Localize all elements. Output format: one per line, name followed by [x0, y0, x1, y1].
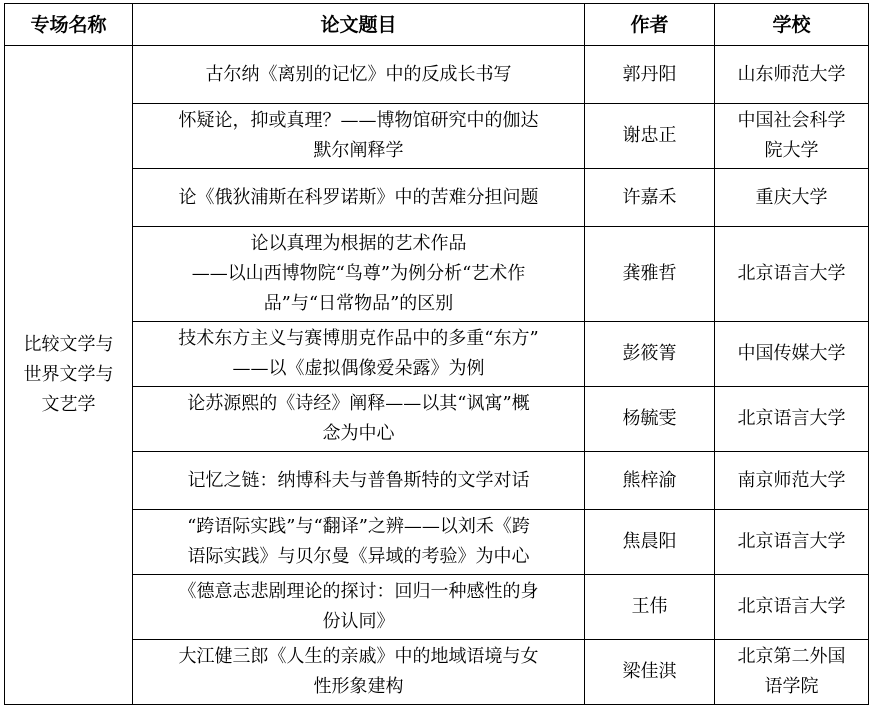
- school-line: 北京语言大学: [737, 263, 846, 284]
- school-line: 南京师范大学: [737, 469, 846, 491]
- paper-title-line: 份认同》: [322, 611, 395, 632]
- school-line: 北京第二外国: [737, 646, 846, 667]
- paper-title-cell: [133, 227, 585, 322]
- paper-title-line: ——以《虚拟偶像爱朵露》为例: [232, 358, 485, 379]
- session-name-line: 世界文学与: [23, 364, 114, 385]
- school-cell: [715, 104, 869, 169]
- paper-title-cell: [133, 510, 585, 575]
- author-cell: 焦晨阳: [585, 510, 715, 575]
- school-line: 北京语言大学: [737, 531, 846, 552]
- header-session: 专场名称: [5, 4, 133, 46]
- header-row: [5, 4, 869, 46]
- table-row: [5, 104, 869, 169]
- paper-title-line: 念为中心: [322, 423, 395, 444]
- header-title: 论文题目: [133, 4, 585, 46]
- paper-title-line: 怀疑论，抑或真理？——博物馆研究中的伽达: [178, 110, 539, 131]
- paper-title-line: 技术东方主义与赛博朋克作品中的多重“东方”: [178, 328, 539, 349]
- school-cell: [715, 46, 869, 104]
- paper-title-cell: [133, 104, 585, 169]
- paper-title-line: 论以真理为根据的艺术作品: [250, 233, 467, 254]
- school-line: 北京语言大学: [737, 408, 846, 429]
- paper-title-line: 古尔纳《离别的记忆》中的反成长书写: [205, 63, 512, 85]
- school-line: 山东师范大学: [737, 63, 846, 85]
- paper-title-cell: [133, 387, 585, 452]
- paper-title-line: 论苏源熙的《诗经》阐释——以其“讽寓”概: [187, 393, 530, 414]
- paper-title-line: 默尔阐释学: [313, 140, 404, 161]
- school-line: 重庆大学: [755, 186, 828, 208]
- author-cell: 杨毓雯: [585, 387, 715, 452]
- paper-title-line: 论《俄狄浦斯在科罗诺斯》中的苦难分担问题: [178, 186, 539, 208]
- paper-title-line: 记忆之链：纳博科夫与普鲁斯特的文学对话: [187, 469, 530, 491]
- paper-title-cell: [133, 169, 585, 227]
- author-cell: 彭筱箐: [585, 322, 715, 387]
- session-name-line: 比较文学与: [23, 334, 114, 355]
- school-cell: [715, 575, 869, 640]
- paper-title-cell: [133, 640, 585, 705]
- header-author: 作者: [585, 4, 715, 46]
- paper-title-cell: [133, 46, 585, 104]
- school-cell: [715, 510, 869, 575]
- header-school: 学校: [715, 4, 869, 46]
- author-cell: 梁佳淇: [585, 640, 715, 705]
- paper-title-cell: [133, 575, 585, 640]
- session-name-cell: [5, 46, 133, 705]
- author-cell: 许嘉禾: [585, 169, 715, 227]
- school-cell: [715, 387, 869, 452]
- table-row: [5, 322, 869, 387]
- paper-title-line: ——以山西博物院“鸟尊”为例分析“艺术作: [191, 263, 526, 284]
- school-line: 语学院: [764, 676, 819, 697]
- paper-title-line: 语际实践》与贝尔曼《异域的考验》为中心: [187, 546, 530, 567]
- table-row: [5, 510, 869, 575]
- paper-title-line: 品”与“日常物品”的区别: [263, 293, 454, 314]
- author-cell: 谢忠正: [585, 104, 715, 169]
- author-cell: 王伟: [585, 575, 715, 640]
- school-cell: [715, 640, 869, 705]
- school-line: 院大学: [764, 140, 819, 161]
- papers-table: [4, 3, 869, 705]
- paper-title-cell: [133, 322, 585, 387]
- paper-title-cell: [133, 452, 585, 510]
- school-line: 北京语言大学: [737, 596, 846, 617]
- school-cell: [715, 169, 869, 227]
- author-cell: 郭丹阳: [585, 46, 715, 104]
- school-line: 中国社会科学: [737, 110, 846, 131]
- paper-title-line: 大江健三郎《人生的亲戚》中的地域语境与女: [178, 646, 539, 667]
- session-name-line: 文艺学: [41, 394, 96, 415]
- paper-title-line: “跨语际实践”与“翻译”之辨——以刘禾《跨: [187, 516, 530, 537]
- table-row: [5, 640, 869, 705]
- author-cell: 龚雅哲: [585, 227, 715, 322]
- table-row: [5, 46, 869, 104]
- paper-title-line: 性形象建构: [313, 676, 404, 697]
- school-cell: [715, 322, 869, 387]
- paper-title-line: 《德意志悲剧理论的探讨：回归一种感性的身: [178, 581, 539, 602]
- table-row: [5, 169, 869, 227]
- school-cell: [715, 227, 869, 322]
- school-line: 中国传媒大学: [737, 343, 846, 364]
- table-row: [5, 452, 869, 510]
- table-row: [5, 387, 869, 452]
- table-row: [5, 227, 869, 322]
- school-cell: [715, 452, 869, 510]
- author-cell: 熊梓渝: [585, 452, 715, 510]
- table-row: [5, 575, 869, 640]
